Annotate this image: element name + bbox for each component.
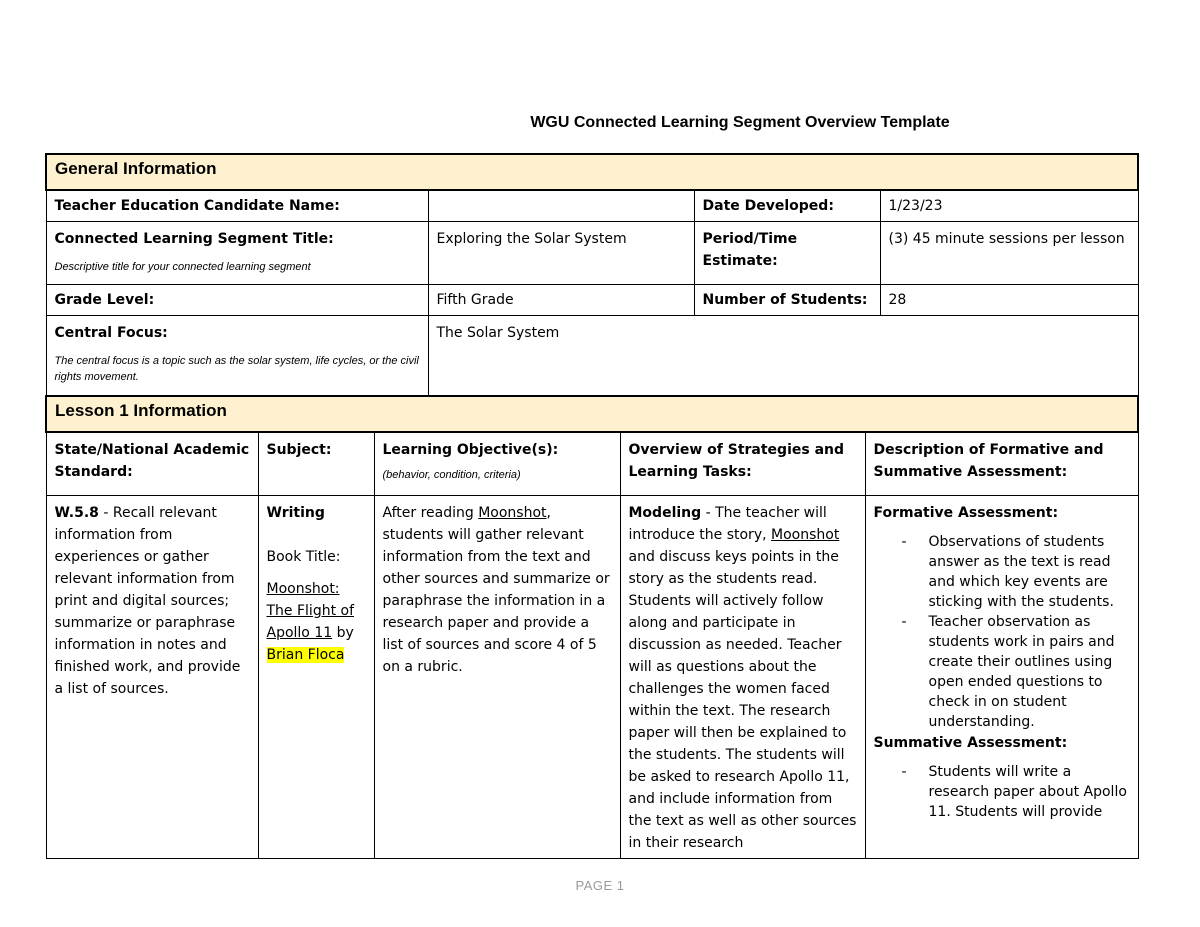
list-item: - Observations of students answer as the text is read and which key events are sticking with the students. (874, 532, 1131, 612)
book-title-label: Book Title: (266, 549, 341, 565)
segment-title-label: Connected Learning Segment Title: (54, 231, 334, 247)
book-author: Brian Floca (266, 647, 345, 663)
objective-header: Learning Objective(s): (382, 442, 559, 458)
strategy-post: and discuss keys points in the story as the students read. Students will actively follow along and participate in discussion as needed. Teacher will as questions about the challenges the women faced within the text. The research paper will then be explained to the students. The students will be asked to research Apollo 11, and include information from the text as well as other sources in their research (628, 549, 857, 851)
grade-level-label: Grade Level: (46, 285, 428, 316)
central-focus-value[interactable]: The Solar System (428, 316, 1138, 396)
assessment-header: Description of Formative and Summative Assessment: (865, 432, 1138, 496)
strategies-cell[interactable] (620, 496, 865, 859)
segment-title-label-cell (46, 222, 428, 285)
lesson-1-heading: Lesson 1 Information (46, 396, 1138, 432)
page-number: PAGE 1 (575, 878, 625, 893)
strategies-header: Overview of Strategies and Learning Tasks: (620, 432, 865, 496)
central-focus-hint: The central focus is a topic such as the solar system, life cycles, or the civil rights movement. (54, 355, 419, 383)
segment-title-value[interactable]: Exploring the Solar System (428, 222, 694, 285)
central-focus-label-cell (46, 316, 428, 396)
formative-label: Formative Assessment: (873, 505, 1059, 521)
period-estimate-label: Period/Time Estimate: (694, 222, 880, 285)
objective-book: Moonshot (478, 505, 547, 521)
lesson-1-table (45, 395, 1139, 859)
overview-template (45, 153, 1137, 859)
subject-cell[interactable] (258, 496, 374, 859)
number-of-students-label: Number of Students: (694, 285, 880, 316)
standard-cell[interactable] (46, 496, 258, 859)
list-item: - Teacher observation as students work in pairs and create their outlines using open ended questions to check in on student understanding. (874, 612, 1131, 732)
standard-code: W.5.8 (54, 505, 99, 521)
document-title: WGU Connected Learning Segment Overview Template (530, 114, 950, 131)
subject-value: Writing (266, 505, 325, 521)
list-item: - Students will write a research paper about Apollo 11. Students will provide (874, 762, 1131, 822)
summative-list (874, 762, 1131, 822)
strategy-label: Modeling (628, 505, 702, 521)
objective-post: , students will gather relevant information from the text and other sources and summarize or paraphrase the information in a research paper and provide a list of sources and score 4 of 5 on a rubric. (382, 505, 610, 675)
objective-header-cell (374, 432, 620, 496)
book-title-block (267, 578, 367, 666)
date-developed-label: Date Developed: (694, 190, 880, 222)
general-information-heading: General Information (46, 154, 1138, 190)
objective-pre: After reading (382, 505, 479, 521)
objective-hint: (behavior, condition, criteria) (382, 469, 521, 481)
standard-text: - Recall relevant information from experiences or gather relevant information from print and digital sources; summarize or paraphrase information in notes and finished work, and provide a list of sources. (54, 505, 241, 697)
book-title: Moonshot: The Flight of Apollo 11 (266, 581, 355, 641)
segment-title-hint: Descriptive title for your connected learning segment (54, 261, 311, 273)
subject-header: Subject: (258, 432, 374, 496)
central-focus-label: Central Focus: (54, 325, 168, 341)
general-information-table (45, 153, 1139, 396)
candidate-name-label: Teacher Education Candidate Name: (46, 190, 428, 222)
assessment-cell[interactable] (865, 496, 1138, 859)
summative-label: Summative Assessment: (873, 735, 1068, 751)
strategy-pre: - The teacher will introduce the story, (628, 505, 827, 543)
period-estimate-value[interactable]: (3) 45 minute sessions per lesson (880, 222, 1138, 285)
candidate-name-value[interactable] (428, 190, 694, 222)
number-of-students-value[interactable]: 28 (880, 285, 1138, 316)
book-by: by (332, 625, 354, 641)
date-developed-value[interactable]: 1/23/23 (880, 190, 1138, 222)
standard-header: State/National Academic Standard: (46, 432, 258, 496)
formative-list (874, 532, 1131, 732)
objective-cell[interactable] (374, 496, 620, 859)
grade-level-value[interactable]: Fifth Grade (428, 285, 694, 316)
strategy-book: Moonshot (771, 527, 840, 543)
